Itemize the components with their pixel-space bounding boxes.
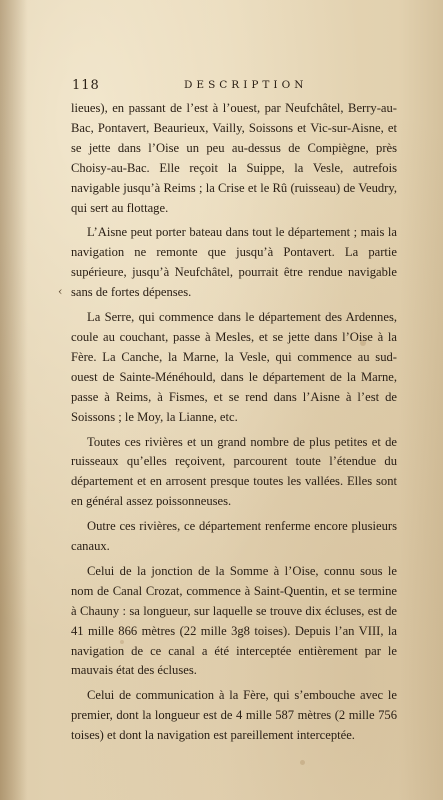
paragraph: Celui de communication à la Fère, qui s’embouche avec le premier, dont la longueur est de 4 mille 587 mètres (2 mille 756 toises) et dont la navigation est pareillement interceptée.: [71, 688, 397, 743]
running-head: DESCRIPTION: [184, 79, 308, 91]
page-number: 118: [72, 78, 100, 93]
paragraph: L’Aisne peut porter bateau dans tout le département ; mais la navigation ne remonte que jusqu’à Pontavert. La partie supérieure, jusqu’à Neufchâtel, pourrait être rendue navigable sans de fortes dépenses.: [71, 225, 397, 300]
body-text: [71, 99, 397, 751]
paragraph-continued: lieues), en passant de l’est à l’ouest, par Neufchâtel, Berry-au-Bac, Pontavert, Beaurieux, Vailly, Soissons et Vic-sur-Aisne, et se jette dans l’Oise un peu au-dessus de Compiègne, près Choisy-au-Bac. Elle reçoit la Suippe, la Vesle, autrefois navigable jusqu’à Reims ; la Crise et le Rû (ruisseau) de Veudry, qui sert au flottage.: [71, 101, 397, 215]
paragraph: Outre ces rivières, ce département renferme encore plusieurs canaux.: [71, 519, 397, 554]
paragraph: Celui de la jonction de la Somme à l’Oise, connu sous le nom de Canal Crozat, commence à Saint-Quentin, et se termine à Chauny : sa longueur, sur laquelle se trouve dix écluses, est de 41 mille 866 mètres (22 mille 3g8 toises). Depuis l’an VIII, la navigation de ce canal a été interceptée entièrement par le mauvais état des écluses.: [71, 563, 397, 678]
page-gutter-shadow: [0, 0, 28, 800]
page-header: [72, 78, 397, 96]
paragraph: La Serre, qui commence dans le département des Ardennes, coule au couchant, passe à Mesles, et se jette dans l’Oise à la Fère. La Canche, la Marne, la Vesle, qui commence au sud-ouest de Sainte-Ménéhould, dans le département de la Marne, passe à Reims, à Fismes, et se rend dans l’Aisne à l’est de Soissons ; le Moy, la Lianne, etc.: [71, 310, 397, 424]
margin-mark: ‹: [58, 285, 63, 298]
foxing-spot: [300, 760, 305, 765]
paragraph: Toutes ces rivières et un grand nombre de plus petites et de ruisseaux qu’elles reçoivent, parcourent toute l’étendue du département et en arrosent presque toutes les vallées. Elles sont en général assez poissonneuses.: [71, 434, 397, 509]
